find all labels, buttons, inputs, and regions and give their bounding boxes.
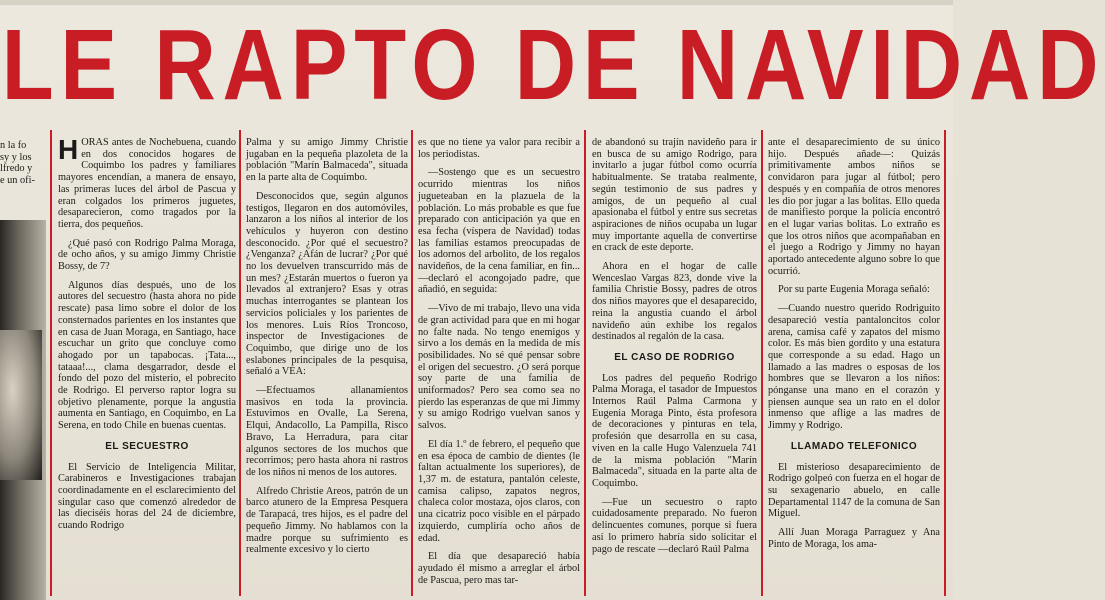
paragraph: —Cuando nuestro querido Rodriguito desapareció vestía pantaloncitos color arena, camisa café y zapatos del mismo color. Es más bien gordito y una estatura que corresponde a su edad. Hago un llamado a las madres o esposas de los hombres que se llevaron a los niños: pónganse una mano en el corazón y piensen aunque sea un rato en el dolor inmenso que aflige a las madres de Jimmy y Rodrigo.: [768, 303, 940, 432]
article-column-3: [418, 137, 580, 597]
paragraph: —Sostengo que es un secuestro ocurrido mientras los niños jugueteaban en la plazuela de la población. Lo más probable es que fue preparado con anticipación ya que en esa fecha (víspera de Navidad) todas las familias estamos preocupadas de los adornos del arbolito, de los regalos navideños, de la cena familiar, en fin... —declaró el acongojado padre, que añadió, en seguida:: [418, 167, 580, 296]
left-fragment-line: n la fo: [0, 140, 27, 151]
paragraph: Algunos días después, uno de los autores del secuestro (hasta ahora no pide rescate) pasa limo sobre el dolor de los consternados parientes en los instantes que en casa de Juan Moraga, en Santiago, hace escuchar un grito que concluye como ahogado por un tapabocas. ¡Tata..., tataaa!..., clama desgarrador, desde el fondo del pozo del misterio, el pobrecito de Rodrigo. El perverso raptor logra su objetivo plenamente, porque la angustia aumenta en Santiago, en Coquimbo, en La Serena, en todo Chile en buenas cuentas.: [58, 279, 236, 432]
paragraph: de abandonó su trajín navideño para ir en busca de su amigo Rodrigo, para invitarlo a jugar fútbol como ocurría habitualmente. Se trataba realmente, según testimonio de sus padres y amigos, de un pequeño al cual apasionaba el fútbol y entre sus secretas aspiraciones de niños ocupaba un lugar muy importante aquella de convertirse en crack de este deporte.: [592, 137, 757, 254]
paragraph: Allí Juan Moraga Parraguez y Ana Pinto de Moraga, los ama-: [768, 527, 940, 550]
section-heading: EL SECUESTRO: [105, 440, 189, 452]
paragraph: —Fue un secuestro o rapto cuidadosamente preparado. No fueron delincuentes comunes, porque si fuera así lo primero habría sido solicitar el pago de rescate —declaró Raúl Palma: [592, 496, 757, 555]
article-column-2: [246, 137, 408, 597]
article-column-1: [58, 134, 236, 597]
paper-top-edge: [0, 0, 953, 5]
paragraph: El día 1.º de febrero, el pequeño que en esa época de cambio de dientes (le faltan actualmente los superiores), de 1,37 m. de estatura, pantalón celeste, camisa calipso, zapatos negros, chaleca color mostaza, ojos claros, con una cicatriz poco visible en el párpado izquierdo, cumpliría ocho años de edad.: [418, 438, 580, 544]
dropcap: H: [58, 134, 79, 165]
headline: LE RAPTO DE NAVIDAD: [1, 9, 1105, 121]
column-rule: [584, 130, 586, 596]
lead-paragraph: [58, 134, 236, 231]
child-photo-face: [0, 330, 42, 480]
paragraph: El Servicio de Inteligencia Militar, Carabineros e Investigaciones trabajan coordinadamente en el esclarecimiento del singular caso que comenzó alrededor de las dieciséis horas del 24 de diciembre, cuando Rodrigo: [58, 461, 236, 532]
paragraph: El misterioso desaparecimiento de Rodrigo golpeó con fuerza en el hogar de su sexagenario abuelo, en calle Departamental 1147 de la comuna de San Miguel.: [768, 461, 940, 520]
article-column-5: [768, 137, 940, 597]
paragraph: es que no tiene ya valor para recibir a los periodistas.: [418, 137, 580, 160]
paragraph: Los padres del pequeño Rodrigo Palma Moraga, el tasador de Impuestos Internos Raúl Palma Carmona y Eugenia Moraga Pinto, ésta profesora de decoraciones y pinturas en tela, profesión que desarrolla en su casa, viven en la calle Hugo Valenzuela 741 de la misma población "Marín Balmaceda", situada en la parte alta de Coquimbo.: [592, 372, 757, 489]
left-fragment-line: e un ofi-: [0, 175, 35, 187]
left-fragment-line: sy y los: [0, 151, 32, 163]
paragraph: ante el desaparecimiento de su único hijo. Después añade—: Quizás primitivamente ambos niños se convidaron para jugar al fútbol; pero después y en compañía de otros menores les dio por jugar a las bolitas. Ello queda de manifiesto porque la policía encontró en el lugar varias bolitas. Lo extraño es que los otros niños que acompañaban en el juego a Rodrigo y Jimmy no hayan aportado antecedente alguno sobre lo que ocurrió.: [768, 137, 940, 277]
section-heading: EL CASO DE RODRIGO: [614, 351, 735, 363]
paragraph: Desconocidos que, según algunos testigos, llegaron en dos automóviles, lanzaron a los niños al interior de los vehículos y huyeron con destino desconocido. ¿Por qué el secuestro? ¿Venganza? ¿Afán de lucrar? ¿Por qué no los devuelven transcurrido más de un mes? ¿Estarán muertos o fueron ya llevados al extranjero? Esas y otras muchas interrogantes se plantean los servicios policiales y los parientes de los menores. Luis Ríos Troncoso, inspector de Investigaciones de Coquimbo, que dirige uno de los eslabones principales de la pesquisa, señaló a VEA:: [246, 190, 408, 378]
paragraph: Alfredo Christie Areos, patrón de un barco atunero de la Empresa Pesquera de Tarapacá, tres hijos, es el padre del pequeño Jimmy. No hablamos con la madre porque su sufrimiento es realmente excesivo y lo cierto: [246, 485, 408, 556]
paragraph: El día que desapareció había ayudado él mismo a arreglar el árbol de Pascua, pero mas tar-: [418, 551, 580, 586]
paragraph: Ahora en el hogar de calle Wenceslao Vargas 823, donde vive la familia Christie Bossy, padres de otros dos niños mayores que el desaparecido, reina la angustia cuando el árbol navideño aún exhibe los regalos destinados al regalón de la casa.: [592, 261, 757, 343]
paragraph: Por su parte Eugenia Moraga señaló:: [778, 284, 930, 296]
column-rule: [944, 130, 946, 596]
column-rule: [50, 130, 52, 596]
paragraph: —Vivo de mi trabajo, llevo una vida de gran actividad para que en mi hogar no falte nada. No tengo enemigos y sirvo a los demás en la medida de mis posibilidades. No sé qué pensar sobre el origen del secuestro. ¿O será porque soy parte de una familia de uniformados? Pero sea como sea no pierdo las esperanzas de que mi Jimmy y su amigo Rodrigo vuelvan sanos y salvos.: [418, 303, 580, 432]
article-column-4: [592, 137, 757, 597]
column-rule: [761, 130, 763, 596]
paragraph: Palma y su amigo Jimmy Christie jugaban en la pequeña plazoleta de la población "Marín Balmaceda", situada en la parte alta de Coquimbo.: [246, 137, 408, 184]
left-fragment-column: [0, 140, 46, 210]
column-rule: [239, 130, 241, 596]
child-photo: [0, 220, 46, 600]
section-heading: LLAMADO TELEFONICO: [790, 440, 918, 452]
paragraph: —Efectuamos allanamientos masivos en toda la provincia. Estuvimos en Ovalle, La Serena, Elqui, Andacollo, La Pampilla, Risco Bravo, La Herradura, para citar algunos sectores de los muchos que recorrimos; pero hasta ahora ni rastros de los niños ni menos de los autores.: [246, 385, 408, 478]
paragraph: ¿Qué pasó con Rodrigo Palma Moraga, de ocho años, y su amigo Jimmy Christie Bossy, de 7?: [58, 237, 236, 273]
column-rule: [411, 130, 413, 596]
left-fragment-line: lfredo y: [0, 163, 33, 175]
lead-text: ORAS antes de Nochebuena, cuando en dos conocidos hogares de Coquimbo los padres y familiares mayores encendían, a manera de ensayo, las primeras luces del árbol de Pascua y eran colgados los primeros juguetes, desaparecieron, como tragados por la tierra, dos pequeños.: [58, 137, 236, 230]
